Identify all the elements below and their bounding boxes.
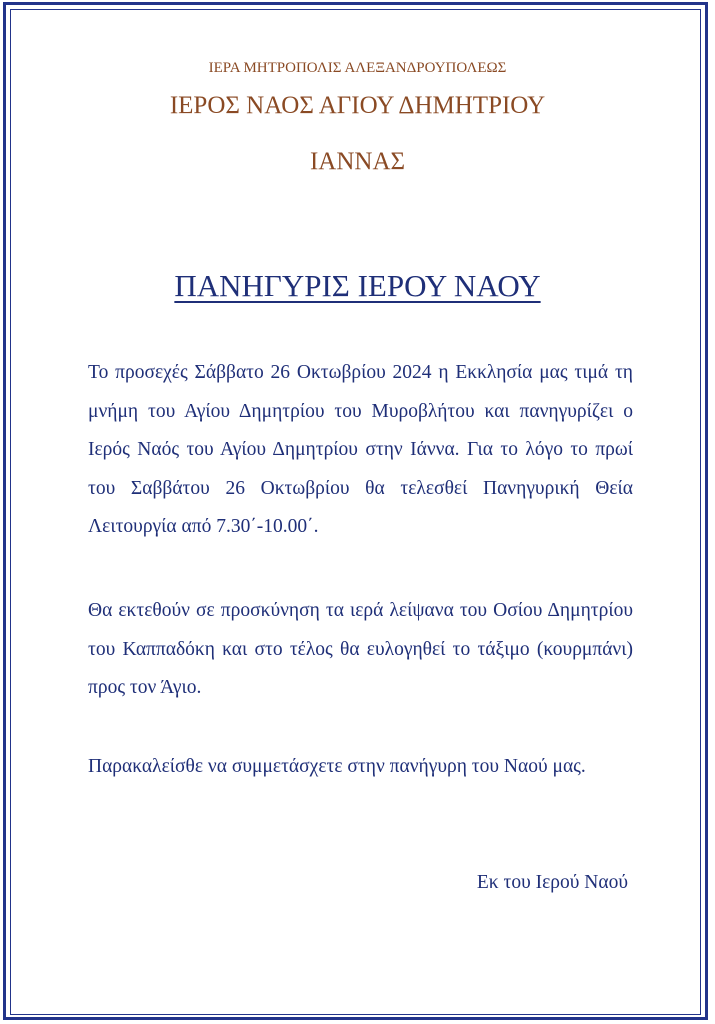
signature-line: Εκ του Ιερού Ναού — [476, 872, 628, 893]
announcement-paragraph-3: Παρακαλείσθε να συμμετάσχετε στην πανήγυρη του Ναού μας. — [88, 756, 586, 777]
church-name-heading: ΙΕΡΟΣ ΝΑΟΣ ΑΓΙΟΥ ΔΗΜΗΤΡΙΟΥ — [169, 92, 546, 119]
announcement-paragraph-2: Θα εκτεθούν σε προσκύνηση τα ιερά λείψανα του Οσίου Δημητρίου του Καππαδόκη και στο τέλος θα ευλογηθεί το τάξιμο (κουρμπάνι) προς τον Άγιο. — [88, 600, 633, 698]
document-title: ΠΑΝΗΓΥΡΙΣ ΙΕΡΟΥ ΝΑΟΥ — [174, 268, 541, 303]
village-name-heading: ΙΑΝΝΑΣ — [309, 148, 406, 175]
announcement-paragraph-1: Το προσεχές Σάββατο 26 Οκτωβρίου 2024 η Εκκλησία μας τιμά τη μνήμη του Αγίου Δημητρίου του Μυροβλήτου και πανηγυρίζει ο Ιερός Ναός του Αγίου Δημητρίου στην Ιάννα. Για το λόγο το πρωί του Σαββάτου 26 Οκτωβρίου θα τελεσθεί Πανηγυρική Θεία Λειτουργία από 7.30΄-10.00΄. — [88, 362, 633, 537]
metropolis-heading: ΙΕΡΑ ΜΗΤΡΟΠΟΛΙΣ ΑΛΕΞΑΝΔΡΟΥΠΟΛΕΩΣ — [208, 60, 507, 76]
